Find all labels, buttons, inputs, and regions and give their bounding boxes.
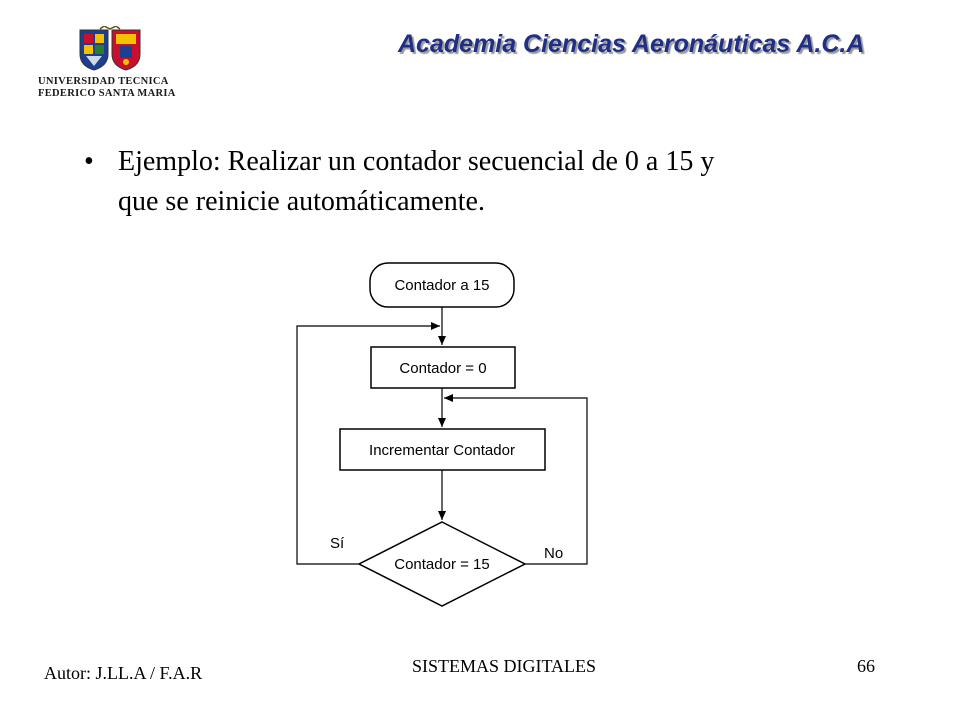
logo-text-line2: FEDERICO SANTA MARIA [38,88,176,99]
logo-text-line1: UNIVERSIDAD TECNICA [38,76,169,87]
flow-no-label: No [544,545,564,562]
page-number: 66 [857,656,875,676]
flow-start-label: Contador a 15 [394,277,490,294]
flow-decision-node [359,522,525,606]
footer-author: Autor: J.LL.A / F.A.R [44,663,203,683]
flow-decision-label: Contador = 15 [394,556,490,573]
flow-start-node [370,263,514,307]
bullet-text-line2: que se reinicie automáticamente. [118,186,485,217]
bullet-text-line1: Ejemplo: Realizar un contador secuencial de 0 a 15 y [118,146,715,177]
page-title: Academia Ciencias Aeronáuticas A.C.A [398,30,865,58]
flow-increment-label: Incrementar Contador [369,442,515,459]
footer-course: SISTEMAS DIGITALES [412,656,597,676]
flow-yes-label: Sí [330,535,345,552]
bullet-marker: • [84,146,94,177]
flow-increment-node [340,429,545,470]
flow-init-node [371,347,515,388]
flow-init-label: Contador = 0 [399,360,487,377]
